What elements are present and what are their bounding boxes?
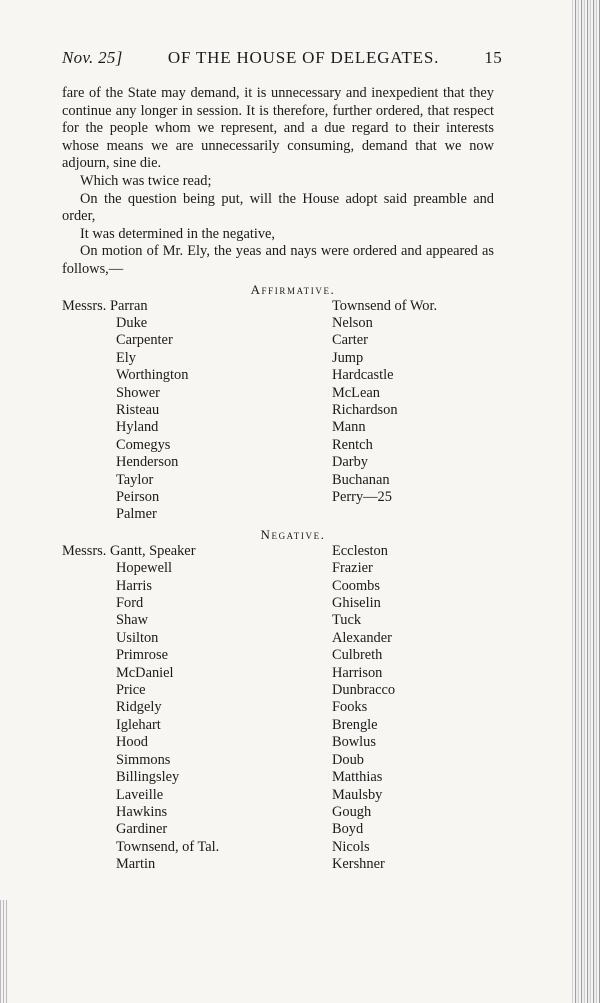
member-name: Townsend of Wor. [332,297,438,314]
member-name: Taylor [116,471,154,488]
member-name: Darby [332,454,368,471]
page-edge-artifact [0,900,8,1003]
member-name: Jump [332,349,364,366]
member-name: Shaw [116,612,148,629]
member-name: McLean [332,384,380,401]
member-name: Perry—25 [332,489,392,505]
binding-edge [572,0,600,1003]
header-date: Nov. 25] [62,48,123,67]
member-name: Coombs [332,577,380,594]
member-name: Primrose [116,647,168,664]
member-name: Nelson [332,314,373,331]
member-name: Matthias [332,769,383,786]
member-name: Harris [116,577,152,594]
member-name: Nicols [332,838,370,855]
member-name: Billingsley [116,769,180,786]
member-name: Maulsby [332,786,383,803]
affirmative-list [62,298,494,524]
member-name: Palmer [116,506,157,523]
member-name: Duke [116,314,148,331]
member-name: Mann [332,419,366,436]
member-name: Culbreth [332,647,383,664]
member-name: Carter [332,332,368,349]
member-name: Boyd [332,821,364,838]
member-name: Hopewell [116,560,172,577]
negative-right-column [332,543,492,874]
member-name: Frazier [332,560,373,577]
member-name: Hawkins [116,803,168,820]
member-name: Eccleston [332,542,388,559]
member-name: Simmons [116,751,171,768]
member-name: Risteau [116,401,160,418]
header-title: OF THE HOUSE OF DELEGATES. [167,48,440,67]
affirmative-left-column [62,298,332,524]
member-name: Martin [116,856,156,873]
paragraph-question: On the question being put, will the House adopt said preamble and order, [62,190,494,225]
paragraph-continuation: fare of the State may demand, it is unnecessary and inexpedient that they continue any longer in session. It is therefore, further ordered, that respect for the people whom we represent, and a due regard to their interests whose means we are unnecessarily consuming, demand that we now adjourn, sine die. [62,85,494,172]
member-name: Fooks [332,699,368,716]
member-name: Worthington [116,367,189,384]
member-name: Price [116,682,146,699]
page-body [62,85,494,874]
page-header [62,48,502,68]
member-name: Hardcastle [332,367,394,384]
member-name: Laveille [116,786,164,803]
member-name: Gardiner [116,821,168,838]
member-name: Tuck [332,612,362,629]
member-name: Harrison [332,664,383,681]
member-name: Alexander [332,629,392,646]
member-name: Ghiselin [332,595,381,612]
member-name: Bowlus [332,734,376,751]
member-name: Richardson [332,401,398,418]
member-name: Doub [332,751,364,768]
member-name: Shower [116,384,160,401]
paragraph-reading: Which was twice read; [80,172,212,189]
member-name: Hood [116,734,148,751]
member-name: Brengle [332,716,378,733]
member-name: Dunbracco [332,682,396,699]
member-name: Hyland [116,419,159,436]
member-name: Ford [116,595,144,612]
member-name: Ely [116,349,136,366]
member-name: Iglehart [116,716,161,733]
page-number: 15 [484,48,502,67]
member-name: Gough [332,803,372,820]
member-name: McDaniel [116,664,174,681]
negative-list [62,543,494,874]
negative-heading: Negative. [260,526,326,542]
member-name: Townsend, of Tal. [116,838,220,855]
member-name: Rentch [332,436,373,453]
member-name: Comegys [116,436,171,453]
member-name: Kershner [332,856,385,873]
member-name: Peirson [116,489,160,505]
member-name: Buchanan [332,471,390,488]
paragraph-determined: It was determined in the negative, [80,225,276,242]
member-name: Messrs. Gantt, Speaker [62,542,196,559]
member-name: Carpenter [116,332,173,349]
member-name: Ridgely [116,699,162,716]
paragraph-motion: On motion of Mr. Ely, the yeas and nays were ordered and appeared as follows,— [62,243,494,277]
member-name: Messrs. Parran [62,297,148,314]
member-name: Usilton [116,629,159,646]
member-name: Henderson [116,454,179,471]
affirmative-right-column [332,298,492,524]
negative-left-column [62,543,332,874]
affirmative-heading: Affirmative. [250,281,336,297]
